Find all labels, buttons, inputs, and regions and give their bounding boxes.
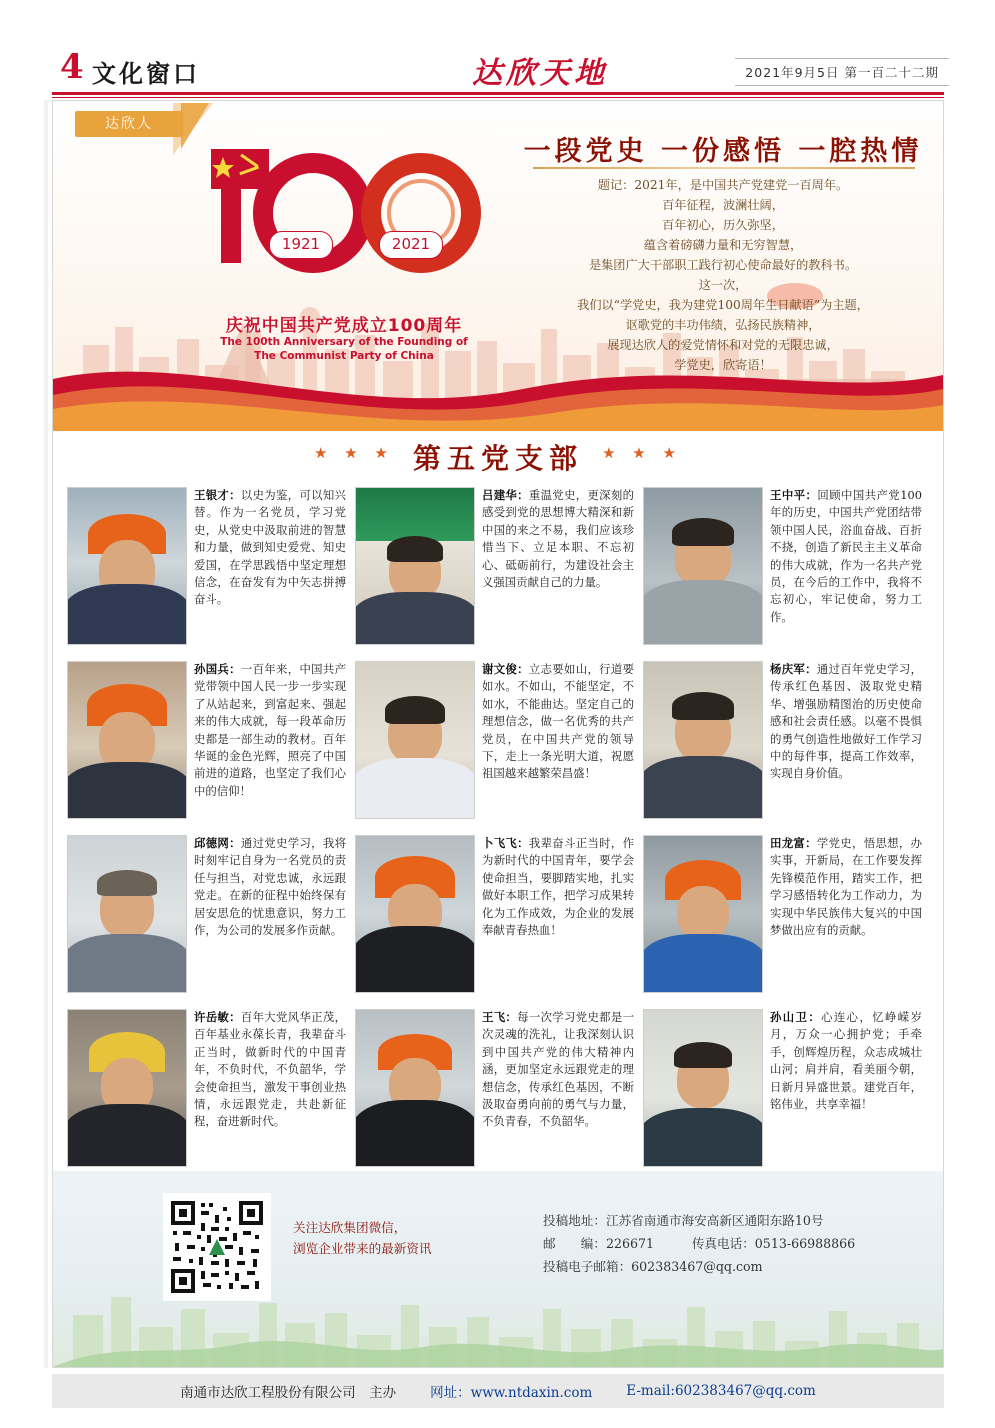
lede-line: 蕴含着磅礴力量和无穷智慧， bbox=[643, 238, 803, 252]
profile-card bbox=[355, 661, 641, 831]
profile-card bbox=[67, 661, 353, 831]
profile-photo bbox=[643, 835, 763, 993]
lede-line: 百年征程，波澜壮阔， bbox=[662, 198, 784, 212]
profile-body: 通过百年党史学习，传承红色基因、汲取党史精华、增强励精图治的历史使命感和社会责任感。以毫不畏惧的勇气创造性地做好工作学习中的每件事，提高工作效率，实现自身价值。 bbox=[770, 662, 922, 781]
banner-headline: 一段党史 一份感悟 一腔热情 bbox=[523, 136, 923, 167]
profile-text bbox=[194, 835, 346, 1005]
profile-name: 王银才： bbox=[194, 488, 241, 502]
profile-body: 重温党史，更深刻的感受到党的思想博大精深和新中国的来之不易，我们应该珍惜当下、立足本职、不忘初心、砥砺前行，为建设社会主义强国贡献自己的力量。 bbox=[482, 488, 634, 590]
profile-text bbox=[770, 487, 922, 657]
profile-name: 卜飞飞： bbox=[482, 836, 529, 850]
lede-line: 学党史，欣寄语！ bbox=[674, 358, 772, 372]
qr-note-line1: 关注达欣集团微信， bbox=[293, 1220, 407, 1235]
left-edge-strip bbox=[44, 100, 48, 1368]
profile-photo bbox=[67, 487, 187, 645]
profile-card bbox=[643, 835, 929, 1005]
contact-postcode-fax: 邮 编：226671 传真电话：0513-66988866 bbox=[543, 1236, 856, 1251]
profile-card bbox=[643, 661, 929, 831]
stars-left-icon: ★ ★ ★ bbox=[314, 444, 394, 462]
emblem-year-from: 1921 bbox=[269, 231, 333, 259]
profile-name: 孙山卫： bbox=[770, 1010, 822, 1024]
profile-card bbox=[355, 835, 641, 1005]
profile-photo bbox=[67, 661, 187, 819]
header-rule-thin bbox=[52, 97, 944, 98]
profile-photo bbox=[67, 835, 187, 993]
profile-photo bbox=[643, 1009, 763, 1167]
emblem-caption-en-line1: The 100th Anniversary of the Founding of bbox=[220, 336, 468, 348]
profile-text bbox=[194, 1009, 346, 1179]
profile-text bbox=[482, 835, 634, 1005]
banner-lede bbox=[523, 175, 923, 375]
issue-date: 2021年9月5日 第一百二十二期 bbox=[735, 58, 949, 86]
lede-line: 我们以“学党史，我为建党100周年生日献语”为主题， bbox=[577, 298, 869, 312]
emblem-caption-cn: 庆祝中国共产党成立100周年 bbox=[225, 316, 463, 336]
emblem-100-graphic bbox=[203, 143, 483, 293]
footer-email[interactable]: E-mail:602383467@qq.com bbox=[626, 1383, 816, 1399]
profile-card bbox=[355, 487, 641, 657]
profile-name: 许岳敏： bbox=[194, 1010, 241, 1024]
qr-note bbox=[293, 1217, 473, 1259]
page-header bbox=[0, 0, 995, 96]
header-rule bbox=[52, 92, 944, 95]
lede-line: 是集团广大干部职工践行初心使命最好的教科书。 bbox=[588, 258, 858, 272]
lede-line: 讴歌党的丰功伟绩，弘扬民族精神， bbox=[625, 318, 821, 332]
profile-body: 一百年来，中国共产党带领中国人民一步一步实现了从站起来，到富起来、强起来的伟大成就，每一段革命历史都是一部生动的教材。百年华诞的金色光辉，照亮了中国前进的道路，也坚定了我们心中的信仰！ bbox=[194, 662, 346, 798]
profile-body: 回顾中国共产党100年的历史，中国共产党团结带领中国人民，浴血奋战、百折不挠，创造了新民主主义革命的伟大成就，作为一名共产党员，在今后的工作中，我将不忘初心，牢记使命，努力工作。 bbox=[770, 488, 922, 624]
footer-bar bbox=[52, 1374, 944, 1408]
banner bbox=[53, 101, 943, 431]
profile-name: 王中平： bbox=[770, 488, 818, 502]
profile-card bbox=[67, 835, 353, 1005]
profile-photo bbox=[643, 661, 763, 819]
profile-photo bbox=[355, 661, 475, 819]
profile-name: 邱德网： bbox=[194, 836, 241, 850]
lede-line: 展现达欣人的爱党情怀和对党的无限忠诚， bbox=[607, 338, 839, 352]
profile-body: 学党史，悟思想，办实事，开新局，在工作要发挥先锋模范作用，踏实工作，把学习感悟转化为工作动力，为实现中华民族伟大复兴的中国梦做出应有的贡献。 bbox=[770, 836, 922, 938]
profile-body: 通过党史学习，我将时刻牢记自身为一名党员的责任与担当，对党忠诚，永远跟党走。在新的征程中始终保有居安思危的忧患意识，努力工作，为公司的发展多作贡献。 bbox=[194, 836, 346, 938]
lede-line: 这一次， bbox=[698, 278, 748, 292]
qr-code-icon bbox=[167, 1197, 267, 1297]
wechat-qr-code bbox=[163, 1193, 271, 1301]
masthead-title: 达欣天地 bbox=[472, 56, 608, 91]
profile-name: 谢文俊： bbox=[482, 662, 529, 676]
profile-photo bbox=[67, 1009, 187, 1167]
profile-photo bbox=[643, 487, 763, 645]
lede-line: 百年初心，历久弥坚， bbox=[662, 218, 784, 232]
profile-body: 心连心，忆峥嵘岁月，万众一心拥护党；手牵手，创辉煌历程，众志成城壮山河；肩并肩，看美丽今朝，日新月异盛世景。建党百年，铭伟业，共享幸福！ bbox=[770, 1010, 922, 1112]
profile-name: 孙国兵： bbox=[194, 662, 241, 676]
branch-heading bbox=[53, 437, 943, 477]
profile-card bbox=[67, 1009, 353, 1179]
content-frame bbox=[52, 100, 944, 1368]
profile-card bbox=[643, 1009, 929, 1179]
profile-photo bbox=[355, 487, 475, 645]
profile-text bbox=[770, 835, 922, 1005]
qr-note-line2: 浏览企业带来的最新资讯 bbox=[293, 1241, 432, 1256]
column-tag: 达欣人 bbox=[75, 111, 183, 137]
profile-card bbox=[643, 487, 929, 657]
profile-text bbox=[482, 661, 634, 831]
profile-card bbox=[355, 1009, 641, 1179]
page-number: 4 bbox=[60, 47, 84, 87]
headline-divider bbox=[533, 167, 915, 169]
profile-body: 我辈奋斗正当时，作为新时代的中国青年，要学会使命担当，要脚踏实地，扎实做好本职工作，把学习成果转化为工作成效，为企业的发展奉献青春热血！ bbox=[482, 836, 634, 938]
profile-card bbox=[67, 487, 353, 657]
profile-text bbox=[194, 487, 346, 657]
footer-website[interactable]: 网址：www.ntdaxin.com bbox=[430, 1385, 593, 1401]
branch-title: 第五党支部 bbox=[412, 442, 583, 475]
contact-info bbox=[543, 1209, 923, 1278]
emblem-caption-en-line2: The Communist Party of China bbox=[254, 350, 434, 362]
lede-line: 题记：2021年，是中国共产党建党一百周年。 bbox=[597, 178, 849, 192]
emblem-caption-en bbox=[199, 335, 489, 363]
profile-body: 每一次学习党史都是一次灵魂的洗礼，让我深刻认识到中国共产党的伟大精神内涵，更加坚定永远跟党走的理想信念，传承红色基因，不断汲取奋勇向前的勇气与力量，不负青春，不负韶华。 bbox=[482, 1010, 634, 1129]
anniversary-emblem bbox=[203, 143, 483, 393]
profile-photo bbox=[355, 835, 475, 993]
contact-band bbox=[53, 1171, 943, 1367]
profile-name: 田龙富： bbox=[770, 836, 817, 850]
emblem-year-to: 2021 bbox=[379, 231, 443, 259]
contact-address: 投稿地址：江苏省南通市海安高新区通阳东路10号 bbox=[543, 1213, 824, 1228]
tag-triangle bbox=[181, 103, 209, 149]
profile-name: 杨庆军： bbox=[770, 662, 817, 676]
profile-text bbox=[482, 1009, 634, 1179]
stars-right-icon: ★ ★ ★ bbox=[602, 444, 682, 462]
section-title: 文化窗口 bbox=[92, 60, 200, 88]
profile-name: 王飞： bbox=[482, 1010, 518, 1024]
profile-text bbox=[194, 661, 346, 831]
profile-photo bbox=[355, 1009, 475, 1167]
profile-text bbox=[770, 1009, 922, 1179]
profile-body: 百年大党风华正茂，百年基业永葆长青，我辈奋斗正当时，做新时代的中国青年，不负时代，不负韶华，学会使命担当，激发干事创业热情，永远跟党走，共赴新征程，奋进新时代。 bbox=[194, 1010, 346, 1129]
profile-body: 以史为鉴，可以知兴替。作为一名党员，学习党史，从党史中汲取前进的智慧和力量，做到知史爱党、知史爱国，在学思践悟中坚定理想信念，在奋发有为中矢志拼搏奋斗。 bbox=[194, 488, 346, 607]
profile-grid bbox=[67, 487, 929, 1179]
contact-email: 投稿电子邮箱：602383467@qq.com bbox=[543, 1259, 763, 1274]
profile-name: 吕建华： bbox=[482, 488, 529, 502]
profile-text bbox=[482, 487, 634, 657]
footer-company: 南通市达欣工程股份有限公司 主办 bbox=[180, 1385, 397, 1401]
profile-body: 立志要如山，行道要如水。不如山，不能坚定，不如水，不能曲达。坚定自己的理想信念，做一名优秀的共产党员，在中国共产党的领导下，走上一条光明大道，祝愿祖国越来越繁荣昌盛！ bbox=[482, 662, 634, 781]
profile-text bbox=[770, 661, 922, 831]
